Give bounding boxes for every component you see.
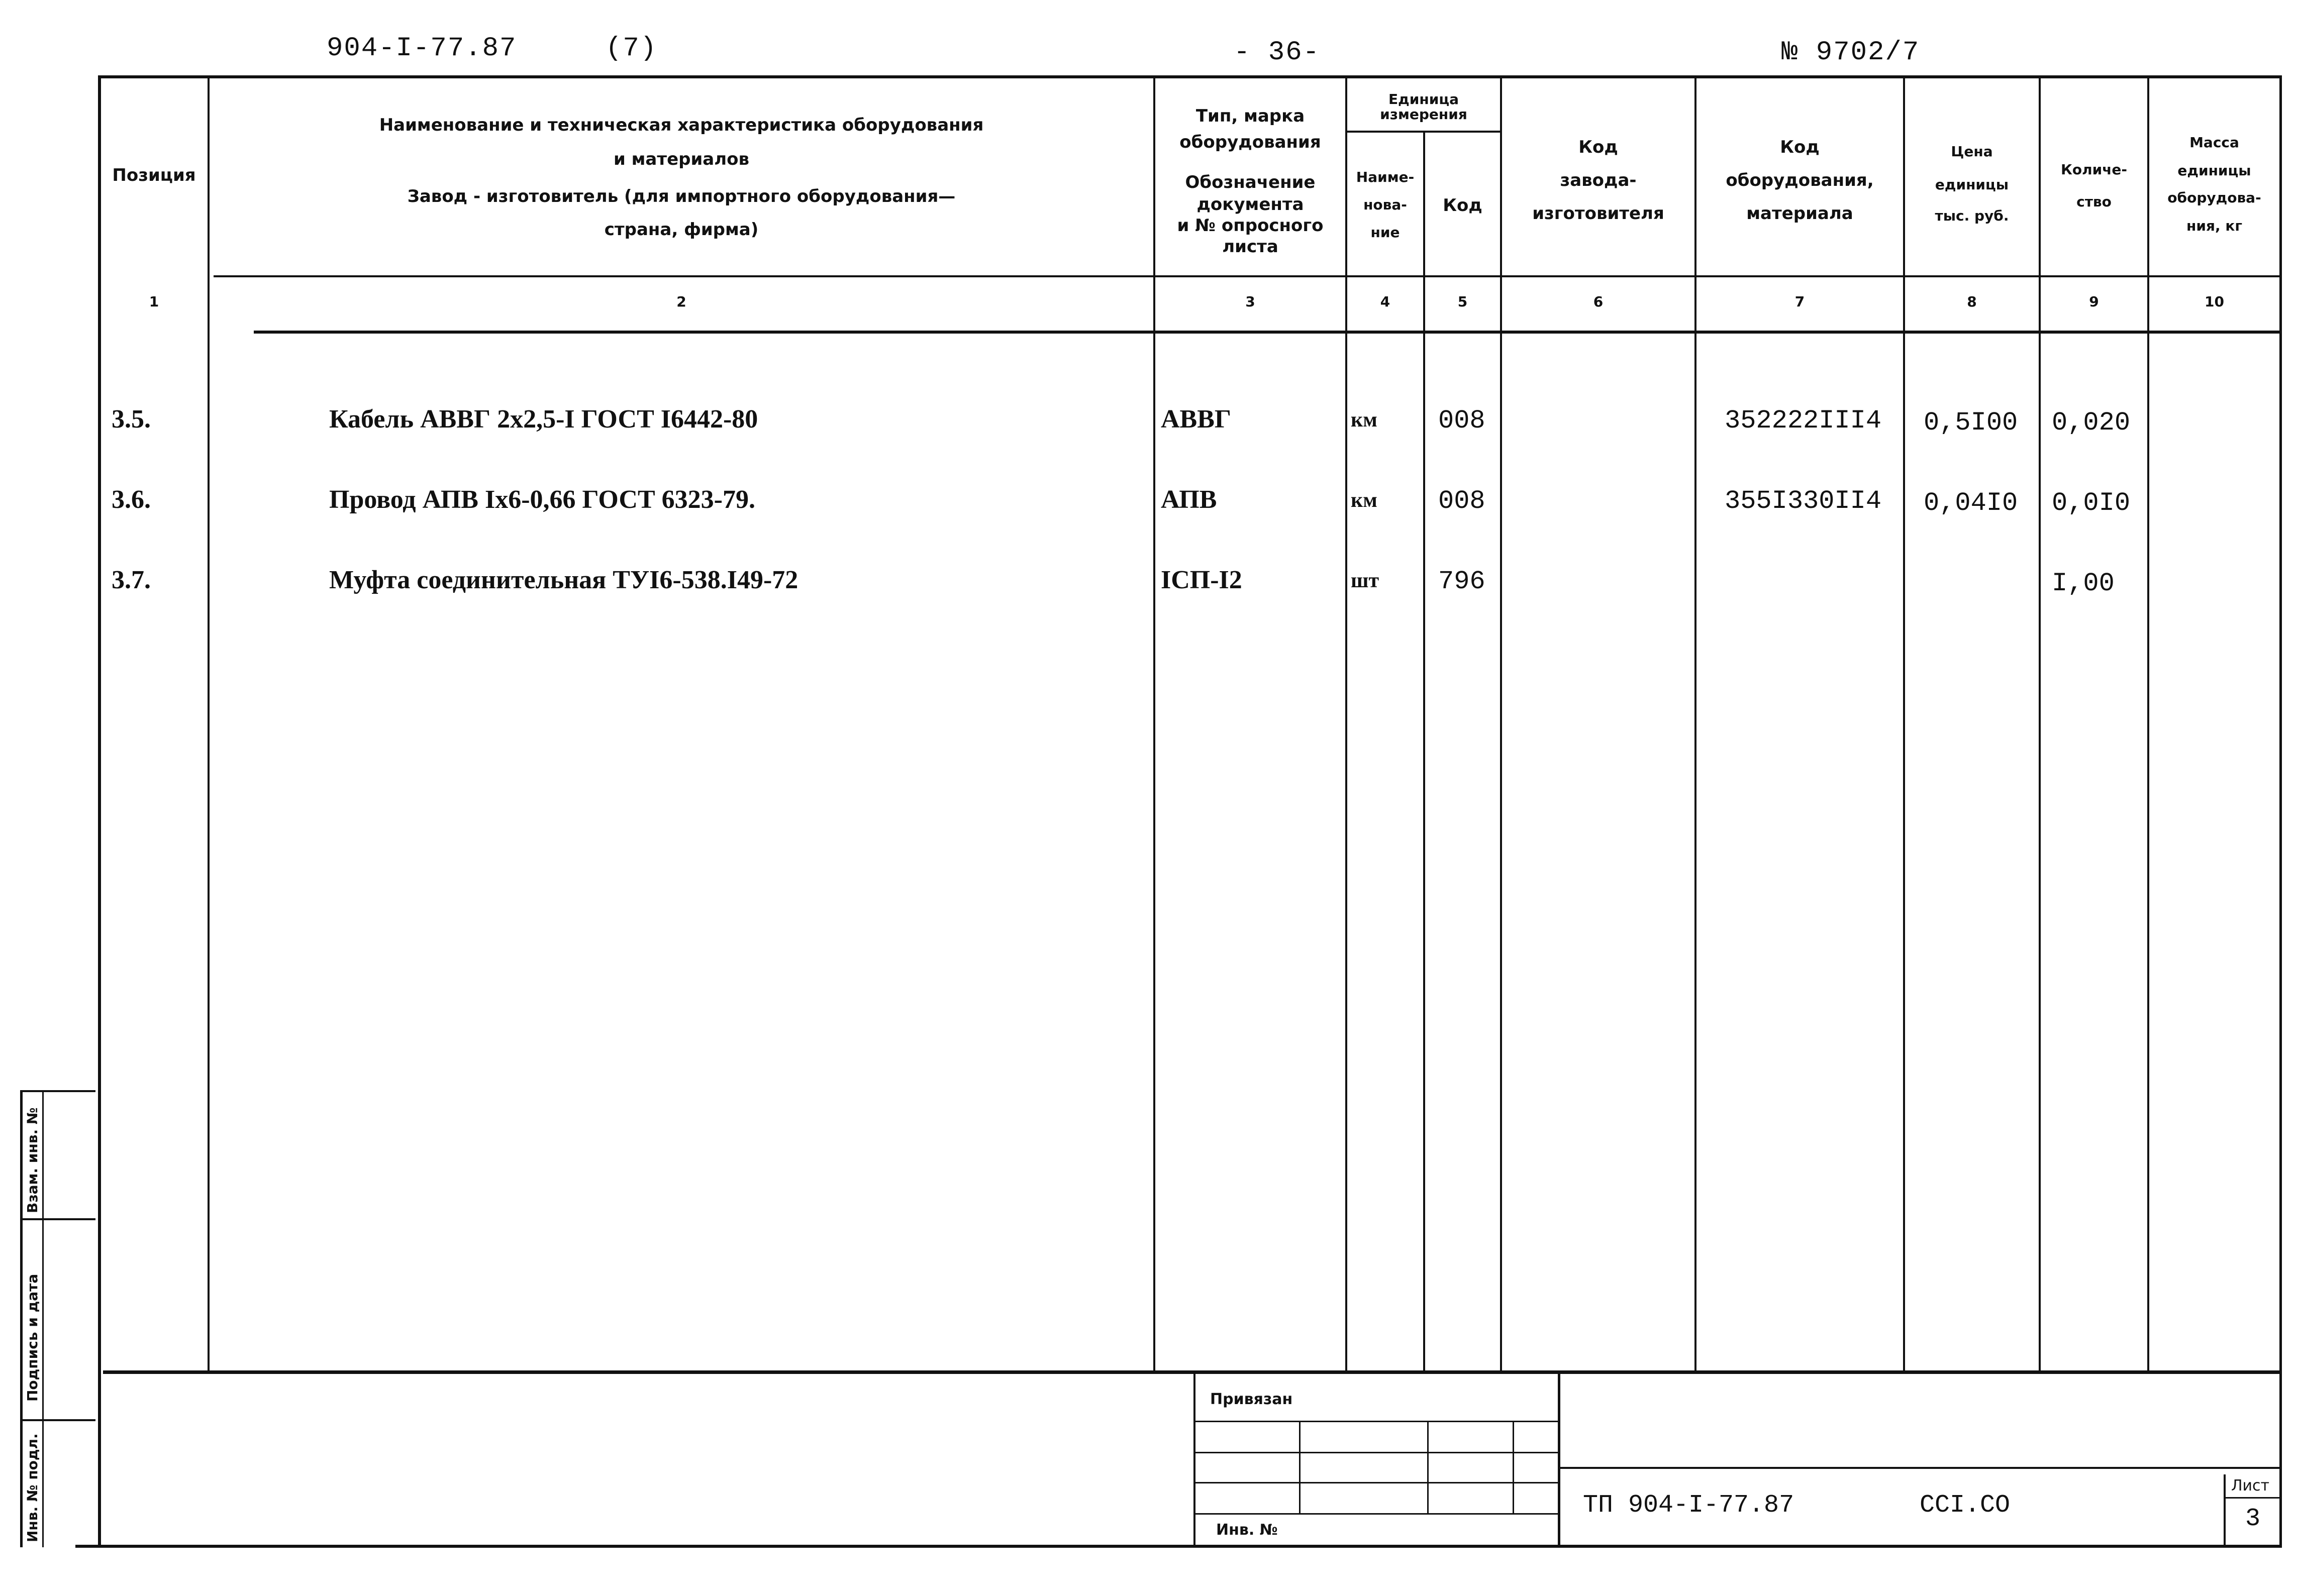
column-number: 7 [1794, 293, 1805, 310]
row-type: IСП-I2 [1161, 566, 1242, 594]
header-name-line1: Наименование и техническая характеристика оборудования [379, 115, 984, 135]
stamp-inv-label: Инв. № [1216, 1521, 1278, 1539]
header-equip-line1: Код [1780, 137, 1820, 157]
column-number: 10 [2205, 293, 2224, 310]
header-mass-line1: Масса [2189, 134, 2239, 151]
number-row-separator [254, 331, 2281, 334]
row-unit-code: 008 [1438, 406, 1485, 436]
col-divider-4 [1423, 132, 1425, 1371]
column-number: 5 [1457, 293, 1468, 310]
stamp-divider [1513, 1421, 1514, 1513]
header-equip-line2: оборудования, [1726, 170, 1874, 190]
header-unit-name-line2: нова- [1363, 196, 1407, 213]
col-divider-7 [1903, 75, 1905, 1371]
stamp-bound-label: Привязан [1210, 1391, 1293, 1408]
row-type: АПВ [1161, 485, 1217, 514]
header-price-line1: Цена [1951, 143, 1993, 160]
page-bottom-border [75, 1545, 2281, 1548]
sheet-number: 3 [2245, 1505, 2261, 1533]
row-qty: I,00 [2052, 569, 2115, 598]
header-mass-line4: ния, кг [2186, 218, 2242, 234]
stamp-line [1195, 1452, 1558, 1453]
right-border [2279, 75, 2282, 1548]
row-unit: км [1351, 408, 1377, 432]
col-divider-1 [208, 75, 210, 1371]
col-divider-5 [1500, 75, 1502, 1371]
header-qty-line1: Количе- [2060, 161, 2128, 178]
row-equip-code: 352222III4 [1725, 406, 1882, 436]
side-strip-line [20, 1419, 95, 1421]
header-position: Позиция [112, 165, 196, 185]
header-maker-line1: Код [1578, 137, 1618, 157]
col-divider-8 [2039, 75, 2041, 1371]
stamp-right-border [1558, 1371, 1560, 1545]
document-code: 904-I-77.87 [327, 33, 517, 64]
column-number: 1 [149, 293, 159, 310]
row-position: 3.7. [112, 566, 151, 594]
stamp-line [1195, 1513, 1558, 1515]
column-number: 9 [2089, 293, 2099, 310]
header-price-line2: единицы [1935, 176, 2009, 193]
col-divider-6 [1694, 75, 1696, 1371]
document-mark: ССI.СО [1920, 1491, 2011, 1520]
header-qty-line2: ство [2076, 193, 2112, 210]
sheet-box-line [2224, 1497, 2279, 1499]
header-mass-line3: оборудова- [2167, 189, 2261, 206]
column-number: 3 [1245, 293, 1255, 310]
side-strip-inner-border [42, 1090, 44, 1547]
row-equip-code: 355I330II4 [1725, 486, 1882, 516]
row-name: Кабель АВВГ 2х2,5-I ГОСТ I6442-80 [329, 405, 758, 434]
row-unit: км [1351, 489, 1377, 512]
header-mass-line2: единицы [2177, 162, 2251, 179]
page-number: - 36- [1234, 37, 1321, 68]
row-unit-code: 796 [1438, 567, 1485, 596]
header-name-line4: страна, фирма) [604, 220, 759, 240]
header-name-line2: и материалов [613, 149, 750, 169]
header-price-line3: тыс. руб. [1935, 207, 2009, 224]
stamp-line [1195, 1421, 1558, 1422]
col-divider-2 [1153, 75, 1155, 1371]
column-number: 4 [1380, 293, 1390, 310]
header-maker-line2: завода- [1560, 170, 1637, 190]
sheet-label: Лист [2231, 1477, 2270, 1495]
side-strip-left-border [20, 1090, 23, 1547]
header-unit-name-line1: Наиме- [1356, 169, 1415, 185]
header-name-line3: Завод - изготовитель (для импортного оборудования— [407, 186, 956, 206]
header-type-line1: Тип, марка [1195, 106, 1305, 126]
row-unit-code: 008 [1438, 486, 1485, 516]
row-qty: 0,0I0 [2052, 488, 2131, 518]
header-type-line6: листа [1222, 237, 1278, 257]
body-bottom-border [103, 1370, 2281, 1374]
stamp-divider [1299, 1421, 1301, 1513]
side-strip-line [20, 1090, 95, 1092]
document-part: (7) [606, 33, 658, 64]
row-price: 0,04I0 [1924, 488, 2018, 518]
document-designation: ТП 904-I-77.87 [1583, 1491, 1794, 1520]
row-qty: 0,020 [2052, 408, 2131, 438]
column-number: 8 [1967, 293, 1977, 310]
side-label-replaced-inv: Взам. инв. № [24, 1107, 41, 1213]
header-type-line2: оборудования [1179, 132, 1321, 152]
header-type-line5: и № опросного [1177, 216, 1324, 236]
row-price: 0,5I00 [1924, 408, 2018, 438]
row-type: АВВГ [1161, 405, 1232, 434]
header-type-line3: Обозначение [1185, 172, 1316, 192]
header-maker-line3: изготовителя [1532, 203, 1664, 224]
col-divider-3 [1345, 75, 1347, 1371]
header-type-line4: документа [1196, 194, 1304, 215]
row-name: Провод АПВ Iх6-0,66 ГОСТ 6323-79. [329, 485, 755, 514]
column-number: 2 [676, 293, 686, 310]
header-unit-name-line3: ние [1370, 224, 1400, 241]
row-position: 3.5. [112, 405, 151, 434]
header-unit-code: Код [1443, 195, 1482, 216]
stamp-left-border [1193, 1371, 1195, 1545]
side-label-original-inv: Инв. № подл. [24, 1433, 41, 1542]
row-position: 3.6. [112, 485, 151, 514]
sheet-box-border [2224, 1474, 2226, 1545]
header-separator [214, 275, 2281, 277]
row-unit: шт [1351, 569, 1379, 592]
table-top-border [98, 75, 2281, 78]
col-divider-9 [2147, 75, 2149, 1371]
stamp-divider [1427, 1421, 1429, 1513]
side-label-signature-date: Подпись и дата [24, 1273, 41, 1402]
column-number: 6 [1593, 293, 1604, 310]
stamp-line [1195, 1482, 1558, 1483]
header-unit-line2: измерения [1380, 106, 1467, 123]
header-unit-line1: Единица [1388, 91, 1459, 108]
header-equip-line3: материала [1746, 203, 1853, 224]
document-number: № 9702/7 [1781, 37, 1920, 68]
title-block-top-line [1560, 1467, 2281, 1469]
side-strip-line [20, 1218, 95, 1220]
row-name: Муфта соединительная ТУI6-538.I49-72 [329, 566, 798, 594]
